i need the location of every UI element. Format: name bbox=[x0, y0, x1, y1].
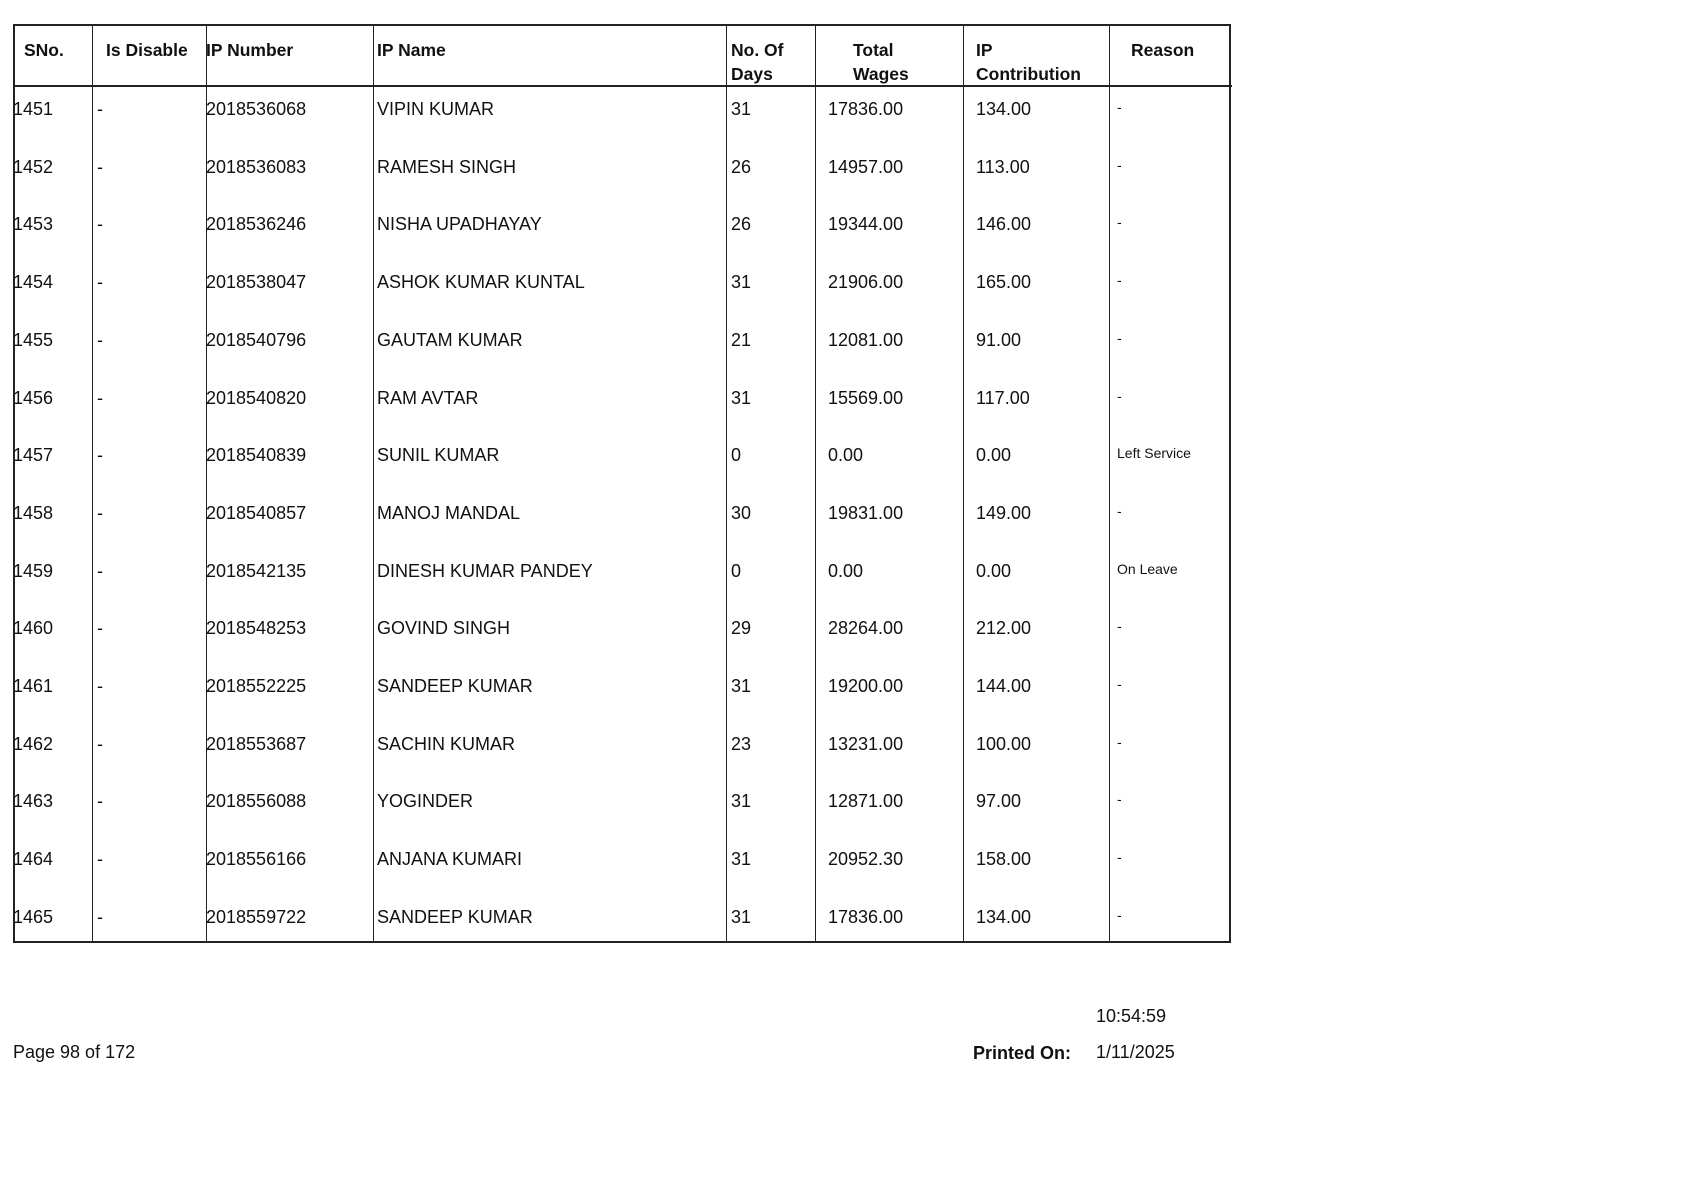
row-12-days: 23 bbox=[731, 733, 752, 754]
row-2-days: 26 bbox=[731, 156, 752, 177]
row-1-wages: 17836.00 bbox=[828, 99, 904, 119]
column-divider bbox=[963, 26, 964, 941]
row-6-reason: - bbox=[1117, 387, 1122, 404]
printed-time: 10:54:59 bbox=[1096, 1006, 1167, 1026]
row-7-contribution: 0.00 bbox=[976, 445, 1012, 466]
row-7-days: 0 bbox=[731, 445, 742, 466]
row-12-contribution: 100.00 bbox=[976, 733, 1032, 754]
row-11-sno: 1461 bbox=[13, 676, 54, 696]
column-divider bbox=[726, 26, 727, 941]
row-4-sno: 1454 bbox=[13, 272, 54, 293]
row-11-wages: 19200.00 bbox=[828, 676, 904, 696]
printed-on-label: Printed On: bbox=[973, 1043, 1071, 1063]
row-8-sno: 1458 bbox=[13, 502, 54, 523]
row-15-wages: 17836.00 bbox=[828, 906, 904, 927]
row-12-reason: - bbox=[1117, 733, 1122, 750]
row-9-is-disable: - bbox=[97, 560, 103, 581]
printed-date: 1/11/2025 bbox=[1096, 1042, 1175, 1062]
row-1-ip-name: VIPIN KUMAR bbox=[377, 99, 495, 119]
row-11-reason: - bbox=[1117, 676, 1122, 692]
column-header-reason: Reason bbox=[1131, 40, 1195, 60]
row-6-wages: 15569.00 bbox=[828, 387, 904, 408]
row-2-wages: 14957.00 bbox=[828, 156, 904, 177]
row-1-days: 31 bbox=[731, 99, 752, 119]
row-2-ip-number: 2018536083 bbox=[206, 156, 307, 177]
row-13-days: 31 bbox=[731, 791, 752, 812]
row-7-sno: 1457 bbox=[13, 445, 54, 466]
row-13-reason: - bbox=[1117, 791, 1122, 808]
column-divider bbox=[815, 26, 816, 941]
row-11-ip-number: 2018552225 bbox=[206, 676, 307, 696]
row-14-reason: - bbox=[1117, 849, 1122, 866]
row-4-ip-name: ASHOK KUMAR KUNTAL bbox=[377, 272, 585, 293]
row-3-reason: - bbox=[1117, 214, 1122, 231]
row-4-wages: 21906.00 bbox=[828, 272, 904, 293]
row-2-reason: - bbox=[1117, 156, 1122, 173]
row-3-contribution: 146.00 bbox=[976, 214, 1032, 235]
row-6-ip-number: 2018540820 bbox=[206, 387, 307, 408]
row-4-days: 31 bbox=[731, 272, 752, 293]
row-7-ip-number: 2018540839 bbox=[206, 445, 307, 466]
row-9-contribution: 0.00 bbox=[976, 560, 1012, 581]
row-12-is-disable: - bbox=[97, 733, 103, 754]
row-14-wages: 20952.30 bbox=[828, 849, 904, 870]
row-4-is-disable: - bbox=[97, 272, 103, 293]
row-7-is-disable: - bbox=[97, 445, 103, 466]
row-15-contribution: 134.00 bbox=[976, 906, 1032, 927]
row-5-ip-number: 2018540796 bbox=[206, 329, 307, 350]
row-10-sno: 1460 bbox=[13, 618, 54, 639]
column-header-contribution: IP Contribution bbox=[976, 40, 1081, 84]
row-10-is-disable: - bbox=[97, 618, 103, 639]
row-14-is-disable: - bbox=[97, 849, 103, 870]
column-divider bbox=[92, 26, 93, 941]
row-14-days: 31 bbox=[731, 849, 752, 870]
row-8-is-disable: - bbox=[97, 502, 103, 523]
row-3-ip-name: NISHA UPADHAYAY bbox=[377, 214, 542, 235]
row-4-contribution: 165.00 bbox=[976, 272, 1032, 293]
row-13-ip-number: 2018556088 bbox=[206, 791, 307, 812]
row-9-sno: 1459 bbox=[13, 560, 54, 581]
row-14-contribution: 158.00 bbox=[976, 849, 1032, 870]
row-6-days: 31 bbox=[731, 387, 752, 408]
row-11-days: 31 bbox=[731, 676, 752, 696]
row-15-is-disable: - bbox=[97, 906, 103, 927]
row-4-ip-number: 2018538047 bbox=[206, 272, 307, 293]
row-5-contribution: 91.00 bbox=[976, 329, 1022, 350]
row-15-reason: - bbox=[1117, 906, 1122, 923]
row-9-ip-name: DINESH KUMAR PANDEY bbox=[377, 560, 593, 581]
row-5-sno: 1455 bbox=[13, 329, 54, 350]
row-15-ip-name: SANDEEP KUMAR bbox=[377, 906, 533, 927]
row-5-ip-name: GAUTAM KUMAR bbox=[377, 329, 523, 350]
row-9-days: 0 bbox=[731, 560, 742, 581]
row-14-ip-name: ANJANA KUMARI bbox=[377, 849, 523, 870]
row-4-reason: - bbox=[1117, 272, 1122, 289]
row-8-reason: - bbox=[1117, 502, 1122, 519]
row-8-contribution: 149.00 bbox=[976, 502, 1032, 523]
row-5-wages: 12081.00 bbox=[828, 329, 904, 350]
row-3-wages: 19344.00 bbox=[828, 214, 904, 235]
page-number: Page 98 of 172 bbox=[13, 1042, 136, 1062]
row-13-contribution: 97.00 bbox=[976, 791, 1022, 812]
row-12-wages: 13231.00 bbox=[828, 733, 904, 754]
row-10-ip-name: GOVIND SINGH bbox=[377, 618, 511, 639]
row-13-ip-name: YOGINDER bbox=[377, 791, 474, 812]
column-header-ip-name: IP Name bbox=[377, 40, 446, 60]
column-divider bbox=[373, 26, 374, 941]
column-header-days: No. Of Days bbox=[731, 40, 784, 84]
row-9-ip-number: 2018542135 bbox=[206, 560, 307, 581]
row-1-sno: 1451 bbox=[13, 99, 54, 119]
row-2-is-disable: - bbox=[97, 156, 103, 177]
row-5-days: 21 bbox=[731, 329, 752, 350]
row-2-ip-name: RAMESH SINGH bbox=[377, 156, 517, 177]
row-8-wages: 19831.00 bbox=[828, 502, 904, 523]
row-12-sno: 1462 bbox=[13, 733, 54, 754]
row-6-is-disable: - bbox=[97, 387, 103, 408]
row-12-ip-name: SACHIN KUMAR bbox=[377, 733, 516, 754]
row-2-contribution: 113.00 bbox=[976, 156, 1030, 177]
row-14-ip-number: 2018556166 bbox=[206, 849, 307, 870]
row-5-reason: - bbox=[1117, 329, 1122, 346]
row-15-sno: 1465 bbox=[13, 906, 54, 927]
row-7-ip-name: SUNIL KUMAR bbox=[377, 445, 500, 466]
row-10-days: 29 bbox=[731, 618, 752, 639]
row-6-sno: 1456 bbox=[13, 387, 54, 408]
row-6-contribution: 117.00 bbox=[976, 387, 1030, 408]
row-3-ip-number: 2018536246 bbox=[206, 214, 307, 235]
row-15-days: 31 bbox=[731, 906, 752, 927]
row-10-reason: - bbox=[1117, 618, 1122, 635]
row-6-ip-name: RAM AVTAR bbox=[377, 387, 479, 408]
row-7-wages: 0.00 bbox=[828, 445, 864, 466]
row-1-contribution: 134.00 bbox=[976, 99, 1032, 119]
row-10-contribution: 212.00 bbox=[976, 618, 1032, 639]
row-8-ip-name: MANOJ MANDAL bbox=[377, 502, 521, 523]
row-9-wages: 0.00 bbox=[828, 560, 864, 581]
row-11-contribution: 144.00 bbox=[976, 676, 1032, 696]
row-11-is-disable: - bbox=[97, 676, 103, 696]
row-1-reason: - bbox=[1117, 99, 1122, 115]
row-1-ip-number: 2018536068 bbox=[206, 99, 307, 119]
row-3-is-disable: - bbox=[97, 214, 103, 235]
row-3-days: 26 bbox=[731, 214, 752, 235]
row-13-sno: 1463 bbox=[13, 791, 54, 812]
row-8-ip-number: 2018540857 bbox=[206, 502, 307, 523]
column-header-wages: Total Wages bbox=[853, 40, 909, 84]
row-13-is-disable: - bbox=[97, 791, 103, 812]
row-10-ip-number: 2018548253 bbox=[206, 618, 307, 639]
row-13-wages: 12871.00 bbox=[828, 791, 904, 812]
row-14-sno: 1464 bbox=[13, 849, 54, 870]
column-header-ip-number: IP Number bbox=[206, 40, 294, 60]
row-2-sno: 1452 bbox=[13, 156, 54, 177]
row-3-sno: 1453 bbox=[13, 214, 54, 235]
row-7-reason: Left Service bbox=[1117, 445, 1191, 462]
row-1-is-disable: - bbox=[97, 99, 103, 119]
row-11-ip-name: SANDEEP KUMAR bbox=[377, 676, 533, 696]
row-5-is-disable: - bbox=[97, 329, 103, 350]
row-10-wages: 28264.00 bbox=[828, 618, 904, 639]
row-8-days: 30 bbox=[731, 502, 752, 523]
row-15-ip-number: 2018559722 bbox=[206, 906, 307, 927]
column-header-is-disable: Is Disable bbox=[106, 40, 188, 60]
row-9-reason: On Leave bbox=[1117, 560, 1178, 577]
contribution-table bbox=[13, 24, 1231, 943]
column-header-sno: SNo. bbox=[24, 40, 64, 60]
column-divider bbox=[1109, 26, 1110, 941]
row-12-ip-number: 2018553687 bbox=[206, 733, 307, 754]
